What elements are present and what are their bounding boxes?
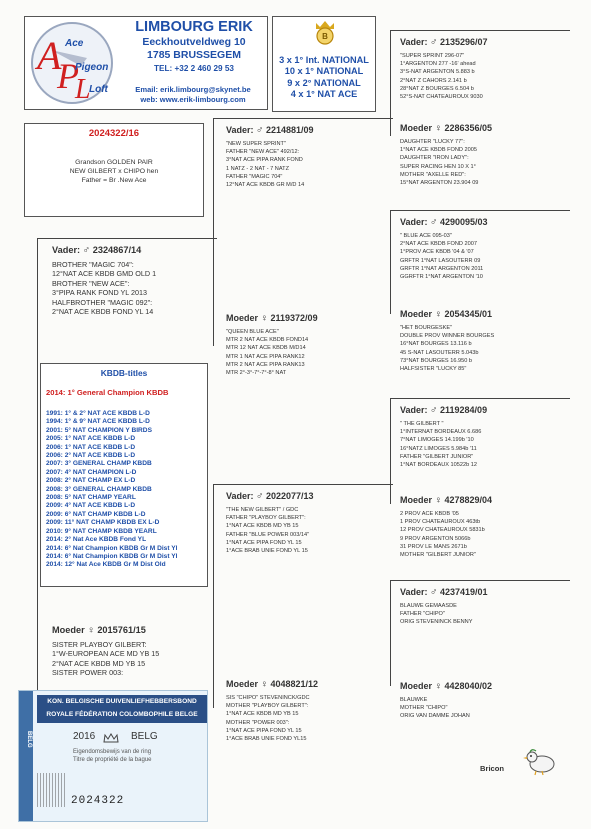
entry-line: "THE NEW GILBERT" / GDC xyxy=(226,507,299,513)
male-icon: ♂ xyxy=(430,405,438,416)
card-number: 2024322 xyxy=(71,795,125,807)
sire-header: Vader: ♂ 2324867/14 xyxy=(52,245,142,256)
entry-line: 2 PROV ACE KBDB '05 xyxy=(400,511,459,517)
entry-line: 45 S-NAT LASOUTERR 5.043b xyxy=(400,349,479,356)
card-property-nl: Eigendomsbewijs van de ring xyxy=(73,749,152,755)
national-emblem-icon xyxy=(310,19,340,45)
pedigree-line xyxy=(213,118,393,119)
gen3-dam-entry xyxy=(400,680,580,721)
entry-line: "HET BOURGESKE" xyxy=(400,325,453,331)
entry-line: GRFTR 1°NAT ARGENTON 2011 xyxy=(400,265,484,272)
male-icon: ♂ xyxy=(82,245,91,256)
kbdb-title-row: 2008: 5° NAT CHAMP YEARL xyxy=(46,494,136,502)
breeder-email[interactable]: Email: erik.limbourg@skynet.be xyxy=(135,85,251,94)
logo-text-ace: Ace xyxy=(65,38,84,49)
entry-line: 1°NAT ACE PIPA FOND YL 15 xyxy=(226,727,302,734)
entry-line: HALFSISTER "LUCKY 85" xyxy=(400,366,467,373)
kbdb-title-row: 2001: 5° NAT CHAMPION Y BIRDS xyxy=(46,426,152,434)
entry-line: 1 PROV CHATEAUROUX 463tb xyxy=(400,519,481,526)
entry-line: "SUPER SPRINT 296-07" xyxy=(400,53,465,59)
gen3-dam-entry xyxy=(400,494,580,559)
entry-header: Vader: ♂ 4237419/01 xyxy=(400,587,488,598)
ring-number: 4237419/01 xyxy=(437,587,488,597)
female-icon: ♀ xyxy=(260,679,269,690)
kbdb-title-row: 1994: 1° & 9° NAT ACE KBDB L-D xyxy=(46,418,150,426)
ring-number: 2119372/09 xyxy=(268,313,318,323)
pedigree-line xyxy=(213,118,214,346)
kbdb-title-row: 2009: 11° NAT CHAMP KBDB EX L-D xyxy=(46,519,160,527)
entry-line: 1°NAT ACE KBDB MD YB 15 xyxy=(226,711,299,718)
entry-line: 16°NAT BOURGES 13.116 b xyxy=(400,341,472,348)
dam-line: SISTER PLAYBOY GILBERT: xyxy=(52,640,147,649)
entry-line: FATHER "BLUE POWER 003/14" xyxy=(226,531,310,538)
entry-line: 16°NATZ LIMOGES 5.984b '11 xyxy=(400,445,477,452)
card-year: 2016 xyxy=(73,731,96,742)
entry-header: Moeder ♀ 4428040/02 xyxy=(400,681,493,692)
ring-number: 2022077/13 xyxy=(263,491,314,501)
national-line-1: 3 x 1° Int. NATIONAL xyxy=(279,55,369,65)
pedigree-line xyxy=(390,580,570,581)
ring-ownership-card xyxy=(18,690,208,822)
breeder-name: LIMBOURG ERIK xyxy=(135,19,253,35)
entry-line: 1°PROV ACE KBDB '04 & '07 xyxy=(400,249,474,256)
entry-header: Vader: ♂ 2119284/09 xyxy=(400,405,488,416)
gen2-sire-entry xyxy=(226,490,386,555)
crown-icon xyxy=(103,731,119,743)
entry-line: MOTHER "PLAYBOY GILBERT": xyxy=(226,703,309,710)
entry-header: Moeder ♀ 4278829/04 xyxy=(400,495,493,506)
svg-text:B: B xyxy=(322,32,328,41)
male-icon: ♂ xyxy=(430,217,438,228)
logo: A P L Ace Pigeon Loft xyxy=(29,20,115,106)
dam-entry xyxy=(52,624,212,678)
sire-line: 3°PIPA RANK FOND YL 2013 xyxy=(52,288,148,298)
kbdb-champion: 2014: 1° General Champion KBDB xyxy=(46,388,169,397)
kbdb-title-row: 1991: 1° & 2° NAT ACE KBDB L-D xyxy=(46,410,150,417)
entry-line: MTR 2 NAT ACE PIPA RANK13 xyxy=(226,361,305,368)
ring-number: 4048821/12 xyxy=(268,679,319,689)
kbdb-title-row: 2005: 1° NAT ACE KBDB L-D xyxy=(46,435,136,443)
entry-line: SUPER RACING HEN 10 X 1° xyxy=(400,163,476,170)
entry-line: FATHER "GILBERT JUNIOR" xyxy=(400,453,474,460)
kbdb-title: KBDB-titles xyxy=(100,368,148,378)
entry-line: 12°NAT ACE KBDB GR M/D 14 xyxy=(226,182,305,189)
sire-line: BROTHER "NEW ACE": xyxy=(52,278,130,288)
male-icon: ♂ xyxy=(430,587,438,598)
female-icon: ♀ xyxy=(87,625,95,636)
entry-line: MTR 12 NAT ACE KBDB M/D14 xyxy=(226,345,306,352)
entry-line: MOTHER "GILBERT JUNIOR" xyxy=(400,552,476,559)
ring-number: 2119284/09 xyxy=(437,405,488,415)
ring-number: 2214881/09 xyxy=(263,125,314,135)
ring-number: 2286356/05 xyxy=(442,123,493,133)
entry-line: ORIG VAN DAMME JOHAN xyxy=(400,713,470,720)
entry-line: FATHER "MAGIC 704" xyxy=(226,173,283,180)
pedigree-line xyxy=(390,30,570,31)
barcode xyxy=(37,773,65,807)
kbdb-title-row: 2006: 1° NAT ACE KBDB L-D xyxy=(46,443,136,451)
pedigree-line xyxy=(390,398,570,399)
pedigree-line xyxy=(390,210,391,314)
card-federation-nl: KON. BELGISCHE DUIVENLIEFHEBBERSBOND xyxy=(47,698,197,705)
kbdb-title-row: 2007: 4° NAT CHAMPION L-D xyxy=(46,468,137,476)
pigeon-mascot-icon xyxy=(522,746,558,776)
breeder-phone: TEL: +32 2 460 29 53 xyxy=(154,64,234,73)
gen3-sire-entry xyxy=(400,404,580,469)
dam-header: Moeder ♀ 2015761/15 xyxy=(52,625,146,636)
entry-header: Vader: ♂ 2135296/07 xyxy=(400,37,488,48)
sire-line: BROTHER "MAGIC 704": xyxy=(52,260,134,269)
dam-line: SISTER POWER 003: xyxy=(52,668,124,678)
entry-line: ORIG STEVENINCK BENNY xyxy=(400,619,473,626)
card-side-strip xyxy=(19,691,33,821)
gen3-sire-entry xyxy=(400,586,580,627)
dam-line: 1°W-EUROPEAN ACE MD YB 15 xyxy=(52,649,160,659)
entry-line: 1°INTERNAT BORDEAUX 6.686 xyxy=(400,429,482,436)
entry-line: 3°S-NAT ARGENTON 5.883 b xyxy=(400,69,475,76)
kbdb-title-row: 2014: 6° Nat Champion KBDB Gr M Dist Yl xyxy=(46,552,178,560)
entry-header: Moeder ♀ 2119372/09 xyxy=(226,313,318,324)
entry-line: "NEW SUPER SPRINT" xyxy=(226,141,286,147)
sire-line: HALFBROTHER "MAGIC 092": xyxy=(52,297,153,307)
ring-number: 2135296/07 xyxy=(437,37,488,47)
subject-pigeon-box xyxy=(24,123,204,217)
entry-line: 1°ACE BRAB UNIE FOND YL15 xyxy=(226,736,307,743)
breeder-website[interactable]: web: www.erik-limbourg.com xyxy=(140,95,246,104)
bricon-brand: Bricon xyxy=(480,764,505,773)
entry-line: MOTHER "AXELLE RED": xyxy=(400,171,466,178)
entry-line: 7°NAT LIMOGES 14.199b '10 xyxy=(400,437,474,444)
card-federation-fr: ROYALE FÉDÉRATION COLOMBOPHILE BELGE xyxy=(46,711,198,718)
kbdb-list xyxy=(46,410,178,570)
entry-line: DAUGHTER "LUCKY 77": xyxy=(400,139,465,145)
national-line-3: 9 x 2° NATIONAL xyxy=(287,77,361,88)
subject-ring-number: 2024322/16 xyxy=(88,128,140,139)
entry-line: 15°NAT ARGENTON 23.904 09 xyxy=(400,180,479,187)
ring-number: 4278829/04 xyxy=(442,495,493,505)
pedigree-line xyxy=(390,580,391,686)
kbdb-title-row: 2008: 3° GENERAL CHAMP KBDB xyxy=(46,485,152,493)
entry-line: SIS "CHIPO" STEVENINCK/GDC xyxy=(226,695,310,701)
entry-line: 12 PROV CHATEAUROUX 5831b xyxy=(400,527,485,534)
pedigree-line xyxy=(213,484,214,708)
entry-line: FATHER "NEW ACE" 492/12: xyxy=(226,149,300,156)
entry-line: 1°ARGENTON 277 -16' ahead xyxy=(400,61,476,68)
ring-number: 2054345/01 xyxy=(442,309,493,319)
sire-line: 2°NAT ACE KBDB FOND YL 14 xyxy=(52,307,154,317)
kbdb-title-row: 2009: 6° NAT CHAMP KBDB L-D xyxy=(46,510,146,518)
kbdb-title-row: 2014: 2° Nat Ace KBDB Fond YL xyxy=(46,536,147,544)
gen3-dam-entry xyxy=(400,308,580,373)
card-property-fr: Titre de propriété de la bague xyxy=(73,757,152,763)
dam-ring: 2015761/15 xyxy=(97,625,146,635)
entry-line: 1°NAT ACE KBDB MD YB 15 xyxy=(226,523,299,530)
pedigree-line xyxy=(390,398,391,504)
entry-line: BLAUWKE xyxy=(400,697,428,703)
kbdb-title-row: 2006: 2° NAT ACE KBDB L-D xyxy=(46,452,136,460)
ring-number: 4290095/03 xyxy=(437,217,488,227)
logo-text-pigeon: Pigeon xyxy=(75,62,109,73)
entry-line: MTR 2 NAT ACE KBDB FOND14 xyxy=(226,337,309,344)
entry-line: 1°ACE BRAB UNIE FOND YL 15 xyxy=(226,548,308,555)
entry-header: Moeder ♀ 2286356/05 xyxy=(400,123,493,134)
entry-line: FATHER "CHIPO" xyxy=(400,611,445,618)
sire-line: 12°NAT ACE KBDB GMD OLD 1 xyxy=(52,269,157,279)
card-side-text: BELG xyxy=(26,731,32,748)
pedigree-line xyxy=(37,238,38,690)
entry-header: Moeder ♀ 4048821/12 xyxy=(226,679,319,690)
entry-line: 1 NATZ - 2 NAT - 7 NATZ xyxy=(226,165,289,172)
entry-line: 3°NAT ACE PIPA RANK FOND xyxy=(226,157,303,164)
entry-line: MOTHER "CHIPO" xyxy=(400,705,448,712)
pedigree-line xyxy=(390,30,391,136)
entry-line: " BLUE ACE 095-03" xyxy=(400,233,452,239)
sire-ring: 2324867/14 xyxy=(92,245,142,255)
subject-line-1: Grandson GOLDEN PAIR xyxy=(75,159,153,166)
subject-line-2: NEW GILBERT x CHIPO hen xyxy=(69,168,159,176)
entry-line: 73°NAT BOURGES 16.950 b xyxy=(400,357,472,364)
entry-line: 1°NAT BORDEAUX 10522b 12 xyxy=(400,462,477,469)
entry-line: MOTHER "POWER 003": xyxy=(226,719,290,726)
national-titles-box xyxy=(272,16,376,112)
entry-header: Moeder ♀ 2054345/01 xyxy=(400,309,493,320)
entry-line: 31 PROV LE MANS 2671b xyxy=(400,543,467,550)
male-icon: ♂ xyxy=(256,491,264,502)
kbdb-title-row: 2014: 12° Nat Ace KBDB Gr M Dist Old xyxy=(46,561,166,569)
gen3-sire-entry xyxy=(400,36,580,101)
entry-line: DOUBLE PROV WINNER BOURGES xyxy=(400,333,495,340)
card-header xyxy=(37,695,207,723)
entry-line: BLAUWE GEMAASDE xyxy=(400,603,457,609)
female-icon: ♀ xyxy=(434,309,443,320)
breeder-header xyxy=(24,16,268,110)
entry-line: " THE GILBERT " xyxy=(400,421,444,427)
entry-line: FATHER "PLAYBOY GILBERT": xyxy=(226,515,306,522)
male-icon: ♂ xyxy=(256,125,264,136)
entry-header: Vader: ♂ 2022077/13 xyxy=(226,491,314,502)
kbdb-title-row: 2014: 6° Nat Champion KBDB Gr M Dist Yl xyxy=(46,544,178,552)
entry-line: 28°NAT Z BOURGES 6.504 b xyxy=(400,85,474,92)
pedigree-line xyxy=(213,484,393,485)
card-country: BELG xyxy=(131,731,158,742)
kbdb-titles-box xyxy=(40,363,208,587)
entry-line: 52°S-NAT CHATEAUROUX 9030 xyxy=(400,94,483,101)
gen2-sire-entry xyxy=(226,124,386,189)
entry-header: Vader: ♂ 2214881/09 xyxy=(226,125,314,136)
dam-line: 2°NAT ACE KBDB MD YB 15 xyxy=(52,658,146,668)
pedigree-line xyxy=(390,210,570,211)
entry-line: MTR 2°-3°-7°-7°-8° NAT xyxy=(226,370,287,377)
entry-line: GRFTR 1°NAT LASOUTERR 09 xyxy=(400,257,481,264)
female-icon: ♀ xyxy=(260,313,269,324)
entry-line: 1°NAT ACE PIPA FOND YL 15 xyxy=(226,539,302,546)
female-icon: ♀ xyxy=(434,681,443,692)
kbdb-title-row: 2010: 9° NAT CHAMP KBDB YEARL xyxy=(46,527,157,535)
entry-line: "QUEEN BLUE ACE" xyxy=(226,329,279,335)
female-icon: ♀ xyxy=(434,123,443,134)
breeder-address-city: 1785 BRUSSEGEM xyxy=(147,49,241,61)
kbdb-title-row: 2009: 4° NAT ACE KBDB L-D xyxy=(46,502,136,510)
gen2-dam-entry xyxy=(226,312,386,377)
entry-line: 2°NAT Z CAHORS 2.141 b xyxy=(400,77,467,84)
national-line-2: 10 x 1° NATIONAL xyxy=(284,66,364,77)
logo-text-loft: Loft xyxy=(89,84,108,95)
subject-line-3: Father = Br .New Ace xyxy=(81,177,147,185)
male-icon: ♂ xyxy=(430,37,438,48)
entry-line: DAUGHTER "IRON LADY": xyxy=(400,155,469,162)
female-icon: ♀ xyxy=(434,495,443,506)
entry-line: 2°NAT ACE KBDB FOND 2007 xyxy=(400,241,477,248)
entry-header: Vader: ♂ 4290095/03 xyxy=(400,217,488,228)
entry-line: 9 PROV ARGENTON 5066b xyxy=(400,535,471,542)
sire-entry xyxy=(52,244,212,316)
kbdb-title-row: 2007: 3° GENERAL CHAMP KBDB xyxy=(46,460,152,468)
ring-number: 4428040/02 xyxy=(442,681,493,691)
pedigree-line xyxy=(37,238,217,239)
gen3-dam-entry xyxy=(400,122,580,187)
national-line-4: 4 x 1° NAT ACE xyxy=(290,89,358,100)
gen2-dam-entry xyxy=(226,678,386,743)
entry-line: 1°NAT ACE KBDB FOND 2005 xyxy=(400,147,477,154)
entry-line: MTR 1 NAT ACE PIPA RANK12 xyxy=(226,353,305,360)
kbdb-title-row: 2008: 2° NAT CHAMP EX L-D xyxy=(46,477,136,485)
gen3-sire-entry xyxy=(400,216,580,281)
entry-line: GGRFTR 1°NAT ARGENTON '10 xyxy=(400,274,483,281)
breeder-address-street: Eeckhoutveldweg 10 xyxy=(142,36,246,48)
